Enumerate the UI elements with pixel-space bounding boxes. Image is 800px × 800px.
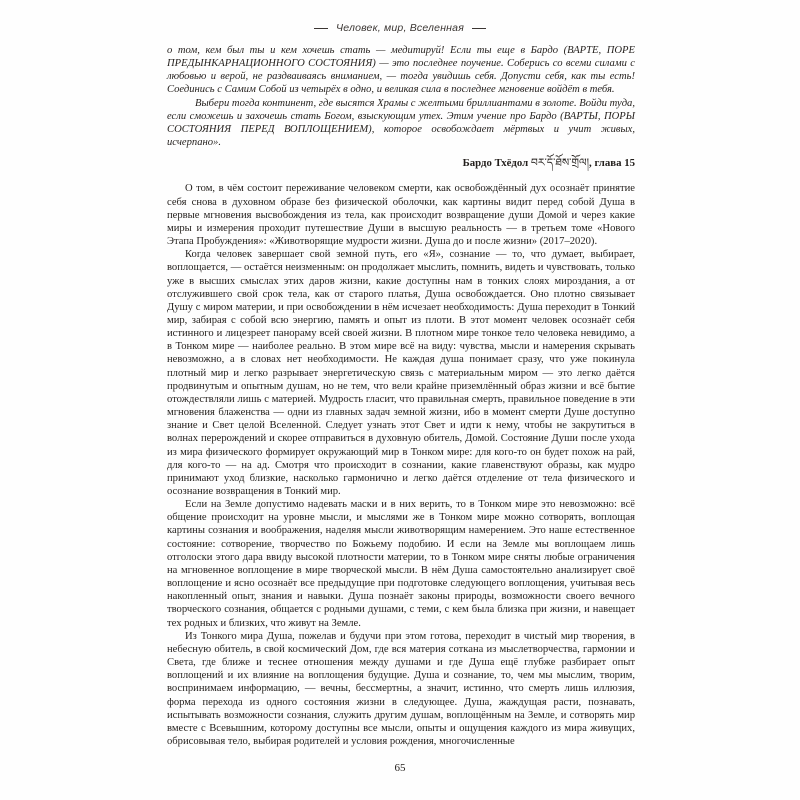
- body-paragraph: Когда человек завершает свой земной путь, его «Я», сознание — то, что думает, выбирает, воплощается, — остаётся неизменным: он продолжает мыслить, помнить, видеть и чувствовать, только уже в высших смыслах этих даров жизни, какие доступны нам в тонких слоях мироздания, а от отслужившего свой срок тела, как от старого платья, Душа освобождается. Оно плотно связывает Душу с миром материи, и при освобождении в нём исчезает необходимость: Душа переходит в Тонкий мир, забирая с собой всю энергию, память и опыт из плоти. В этот момент человек осознаёт себя истинного и лицезреет панораму всей своей жизни. В плотном мире тонкое тело человека невидимо, а в Тонком мире — наиболее реально. В этом мире всё на виду: чувства, мысли и намерения скрывать невозможно, а в словах нет необходимости. Не каждая душа понимает сразу, что уже покинула плотный мир и легко разрывает энергетическую связь с материальным миром — это легко даётся продвинутым и опытным душам, но не тем, что вели крайне приземлённый образ жизни и всё бытие отождествляли лишь с материей. Мудрость гласит, что правильная смерть, правильное поведение в эти мгновения блаженства — одни из главных задач земной жизни, ибо в момент смерти Душе доступно знание и Свет целой Вселенной. Следует узнать этот Свет и идти к нему, чтобы не закрутиться в волнах перерождений и скорее отправиться в духовную обитель, Домой. Состояние Души после ухода из мира физического формирует окружающий мир в Тонком мире: для кого-то он будет похож на рай, для кого-то — на ад. Смотря что происходит в сознании, какие главенствуют образы, как мудро принимают уход близкие, насколько гармонично и легко даётся отделение от тела физического и осознание возвращения в Тонкий мир.: [167, 249, 635, 497]
- epigraph: [167, 44, 635, 149]
- running-header: [0, 22, 800, 34]
- header-dash-left: [314, 28, 328, 29]
- epigraph-paragraph: Выбери тогда континент, где высятся Храмы с желтыми бриллиантами в золоте. Войди туда, если сможешь и захочешь стать Богом, взыскующим утех. Этим учение про Бардо (ВАРТЫ, ПОРЫ СОСТОЯНИЯ ПЕРЕД ВОПЛОЩЕНИЕМ), которое освобождает мёртвых и учит живых, исчерпано».: [167, 97, 635, 149]
- attribution-chapter: глава 15: [594, 157, 635, 170]
- body-paragraph: О том, в чём состоит переживание человеком смерти, как освобождённый дух осознаёт принятие себя снова в духовном образе без физической оболочки, как картины видит перед собой Душа в первые мгновения высвобождения из тела, как происходит возвращение души Домой и через какие миры и измерения проходит путешествие Души в высшую реальность — в третьем томе «Нового Этапа Пробуждения»: «Животворящие мудрости жизни. Душа до и после жизни» (2017–2020).: [167, 183, 635, 248]
- body-paragraph: Если на Земле допустимо надевать маски и в них верить, то в Тонком мире это невозможно: всё общение происходит на уровне мысли, и мыслями же в Тонком мире можно сотворять, воплощая картины сознания и воображения, наделяя мысли животворящим намерением. Это наше естественное состояние: сотворение, творчество по Божьему подобию. И если на Земле мы воплощаем лишь отголоски этого дара ввиду высокой плотности материи, то в Тонком мире сняты любые ограничения на мгновенное воплощение в мире творческой мысли. В нём Душа самостоятельно анализирует своё воплощение и ясно осознаёт все предыдущие при подготовке следующего воплощения, учитывая весь накопленный опыт, знания и навыки. Душа познаёт законы природы, возможности своего вечного творческого сознания, общается с родными душами, с теми, с кем была близка при жизни, и навещает тех родных и близких, что живут на Земле.: [167, 499, 635, 629]
- attribution-source: Бардо Тхёдол: [462, 157, 529, 170]
- epigraph-paragraph: о том, кем был ты и кем хочешь стать — медитируй! Если ты еще в Бардо (ВАРТЕ, ПОРЕ ПРЕДЫНКАРНАЦИОННОГО СОСТОЯНИЯ) — это последнее поучение. Соберись со всеми силами с любовью и верой, не раздваиваясь вниманием, — тогда увидишь себя. Допусти себя, как ты есть! Соединись с Самим Собой из четырёх в одно, и великая сила в последнее мгновение войдёт в тебя.: [167, 45, 635, 96]
- body-paragraph: Из Тонкого мира Душа, пожелав и будучи при этом готова, переходит в чистый мир творения, в небесную обитель, в свой космический Дом, где вся материя соткана из мыслетворчества, гармонии и Света, где ближе и теснее отношения между душами и где Душа ещё глубже разбирает опыт воплощений и их влияние на воплощения будущие. Душа и сознание, то, чем мы мыслим, творим, воспринимаем информацию, — вечны, бессмертны, а значит, истинно, что смерть лишь иллюзия, форма перехода из одного состояния жизни в следующее. Душа, жаждущая расти, познавать, испытывать возможности сознания, служить другим душам, воплощённым на Земле, и сотворять мир вместе с Всевышним, которому доступны все мысли, опыты и ощущения каждого из мира живущих, обрисовывая тело, выбирая родителей и условия рождения, многочисленные: [167, 630, 635, 747]
- running-title: Человек, мир, Вселенная: [335, 22, 465, 34]
- page-number: 65: [394, 762, 406, 774]
- attribution-tibetan: བར་དོ་ཐོས་གྲོལ།: [530, 157, 590, 170]
- header-dash-right: [472, 28, 486, 29]
- page-content: [167, 44, 635, 748]
- body-text: [167, 182, 635, 748]
- epigraph-attribution: Бардо Тхёдол བར་དོ་ཐོས་གྲོལ།, глава 15: [462, 157, 635, 170]
